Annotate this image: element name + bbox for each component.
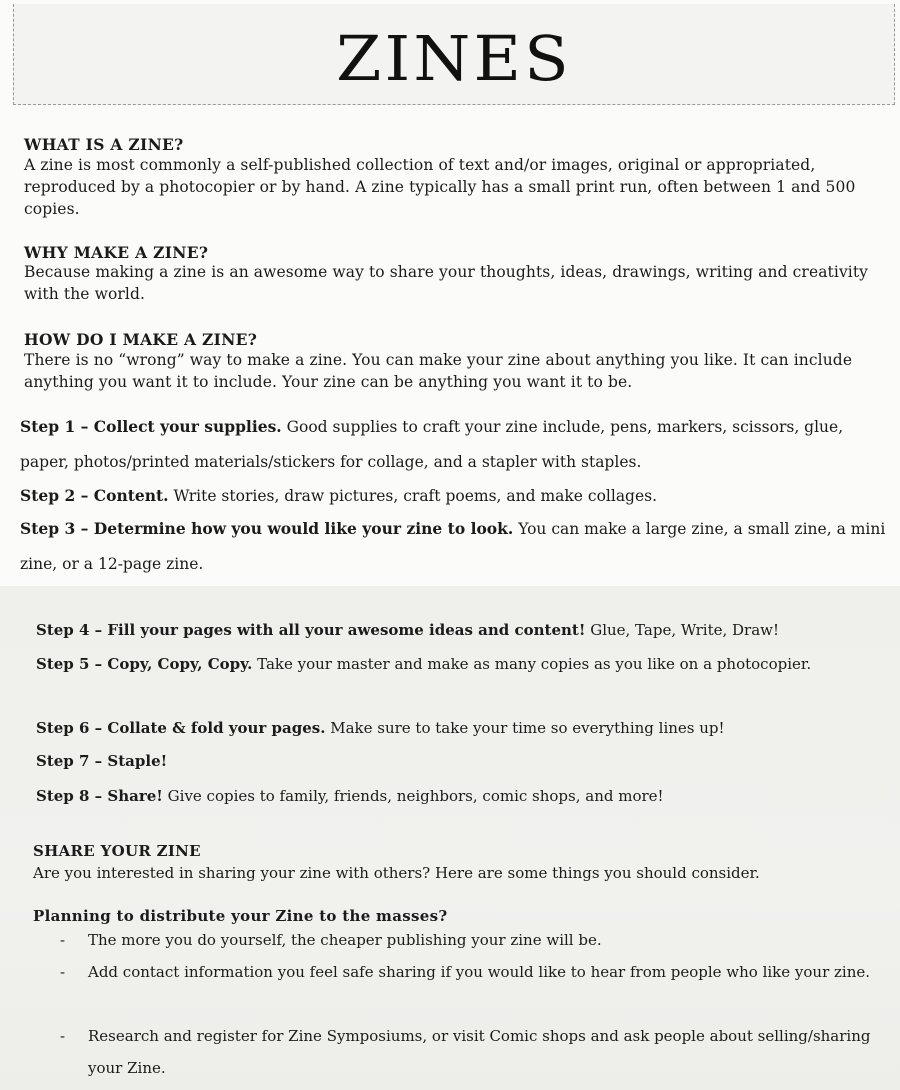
bullet-text: The more you do yourself, the cheaper publishing your zine will be. xyxy=(88,931,602,949)
why-make-body: Because making a zine is an awesome way to share your thoughts, ideas, drawings, writing and creativity with the world. xyxy=(24,263,869,303)
how-make-heading: HOW DO I MAKE A ZINE? xyxy=(24,330,258,349)
planning-bullet-3 xyxy=(60,1020,880,1084)
step-5 xyxy=(36,648,886,680)
step-4 xyxy=(36,614,886,646)
bullet-text: Add contact information you feel safe sharing if you would like to hear from people who like your zine. xyxy=(88,963,871,981)
step-7 xyxy=(36,745,886,777)
step-1-text: Good supplies to craft your zine include, pens, markers, scissors, glue, paper, photos/printed materials/stickers for collage, and a stapler with staples. xyxy=(20,418,844,471)
step-8 xyxy=(36,780,886,812)
bullet-dash: - xyxy=(60,963,66,981)
step-2 xyxy=(20,478,890,514)
how-make-body: There is no “wrong” way to make a zine. You can make your zine about anything you like. It can include anything you want it to include. Your zine can be anything you want it to be. xyxy=(24,351,853,391)
share-heading: SHARE YOUR ZINE xyxy=(33,842,201,860)
step-6-text: Make sure to take your time so everything lines up! xyxy=(325,719,725,737)
step-8-text: Give copies to family, friends, neighbors, comic shops, and more! xyxy=(162,787,664,805)
page-title: ZINES xyxy=(336,22,572,95)
what-is-heading: WHAT IS A ZINE? xyxy=(24,135,184,154)
step-3-text: You can make a large zine, a small zine, a mini zine, or a 12-page zine. xyxy=(20,520,886,573)
step-4-text: Glue, Tape, Write, Draw! xyxy=(585,621,780,639)
planning-bullet-1 xyxy=(60,924,880,956)
step-3-label: Step 3 – Determine how you would like your zine to look. xyxy=(20,519,514,538)
step-4-label: Step 4 – Fill your pages with all your awesome ideas and content! xyxy=(36,621,586,639)
step-1 xyxy=(20,409,890,480)
step-5-text: Take your master and make as many copies as you like on a photocopier. xyxy=(252,655,812,673)
step-8-label: Step 8 – Share! xyxy=(36,787,163,805)
step-6-label: Step 6 – Collate & fold your pages. xyxy=(36,719,326,737)
title-banner xyxy=(13,4,895,105)
planning-bullet-2 xyxy=(60,956,880,988)
share-body: Are you interested in sharing your zine with others? Here are some things you should consider. xyxy=(33,864,760,882)
planning-heading: Planning to distribute your Zine to the masses? xyxy=(33,907,448,925)
bullet-text: Research and register for Zine Symposiums, or visit Comic shops and ask people about selling/sharing your Zine. xyxy=(88,1027,871,1077)
bullet-dash: - xyxy=(60,1027,66,1045)
bullet-dash: - xyxy=(60,931,66,949)
step-1-label: Step 1 – Collect your supplies. xyxy=(20,417,282,436)
step-3 xyxy=(20,511,890,582)
what-is-body: A zine is most commonly a self-published collection of text and/or images, original or appropriated, reproduced by a photocopier or by hand. A zine typically has a small print run, often between 1 and 500 copies. xyxy=(24,156,856,218)
flyer-bottom-section xyxy=(0,586,900,1090)
step-6 xyxy=(36,712,886,744)
step-5-label: Step 5 – Copy, Copy, Copy. xyxy=(36,655,253,673)
step-2-label: Step 2 – Content. xyxy=(20,486,169,505)
step-2-text: Write stories, draw pictures, craft poems, and make collages. xyxy=(168,487,658,505)
why-make-heading: WHY MAKE A ZINE? xyxy=(24,243,209,262)
step-7-label: Step 7 – Staple! xyxy=(36,752,168,770)
